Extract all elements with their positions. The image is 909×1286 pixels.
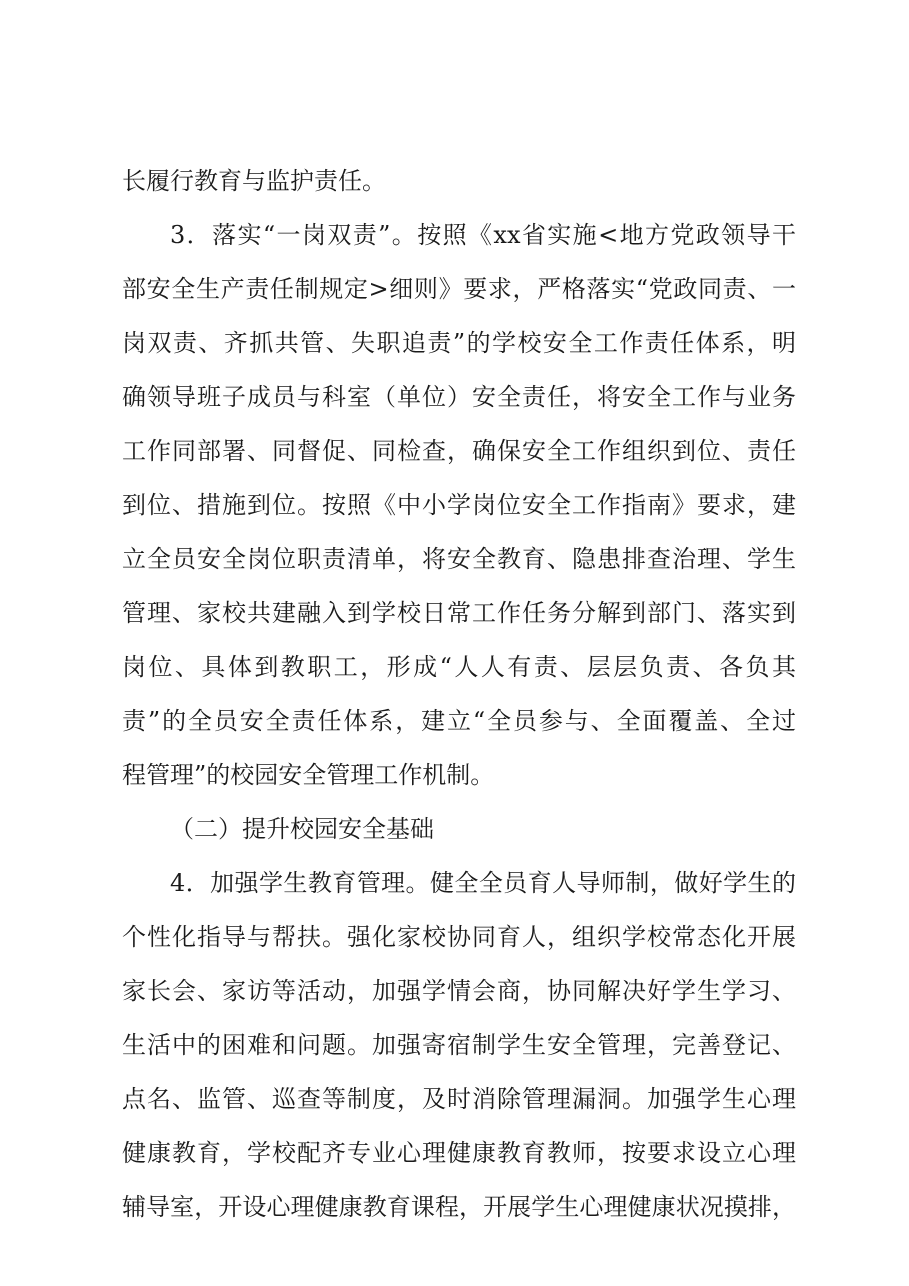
paragraph-line: 个性化指导与帮扶。强化家校协同育人，组织学校常态化开展	[122, 923, 796, 951]
paragraph-line: 工作同部署、同督促、同检查，确保安全工作组织到位、责任	[122, 437, 796, 465]
paragraph-line: 程管理”的校园安全管理工作机制。	[122, 761, 495, 789]
paragraph-line: 管理、家校共建融入到学校日常工作任务分解到部门、落实到	[122, 599, 796, 627]
paragraph-line: 家长会、家访等活动，加强学情会商，协同解决好学生学习、	[122, 977, 796, 1005]
paragraph-line: 岗双责、齐抓共管、失职追责”的学校安全工作责任体系，明	[122, 329, 796, 357]
paragraph-heading-line: 3．落实“一岗双责”。按照《xx省实施<地方党政领导干	[170, 221, 796, 249]
paragraph-line: 确领导班子成员与科室（单位）安全责任，将安全工作与业务	[122, 383, 796, 411]
paragraph-line: 健康教育，学校配齐专业心理健康教育教师，按要求设立心理	[122, 1139, 796, 1167]
paragraph-line: 辅导室，开设心理健康教育课程，开展学生心理健康状况摸排，	[122, 1193, 796, 1221]
paragraph-line: 长履行教育与监护责任。	[122, 167, 386, 195]
paragraph-line: 生活中的困难和问题。加强寄宿制学生安全管理，完善登记、	[122, 1031, 796, 1059]
paragraph-line: 到位、措施到位。按照《中小学岗位安全工作指南》要求，建	[122, 491, 796, 519]
paragraph-line: 立全员安全岗位职责清单，将安全教育、隐患排查治理、学生	[122, 545, 796, 573]
paragraph-line: 岗位、具体到教职工，形成“人人有责、层层负责、各负其	[122, 653, 796, 681]
paragraph-line: 点名、监管、巡查等制度，及时消除管理漏洞。加强学生心理	[122, 1085, 796, 1113]
section-heading: （二）提升校园安全基础	[170, 815, 434, 843]
paragraph-line: 部安全生产责任制规定>细则》要求，严格落实“党政同责、一	[122, 275, 796, 303]
paragraph-line: 责”的全员安全责任体系，建立“全员参与、全面覆盖、全过	[122, 707, 796, 735]
paragraph-heading-line: 4．加强学生教育管理。健全全员育人导师制，做好学生的	[170, 869, 796, 897]
